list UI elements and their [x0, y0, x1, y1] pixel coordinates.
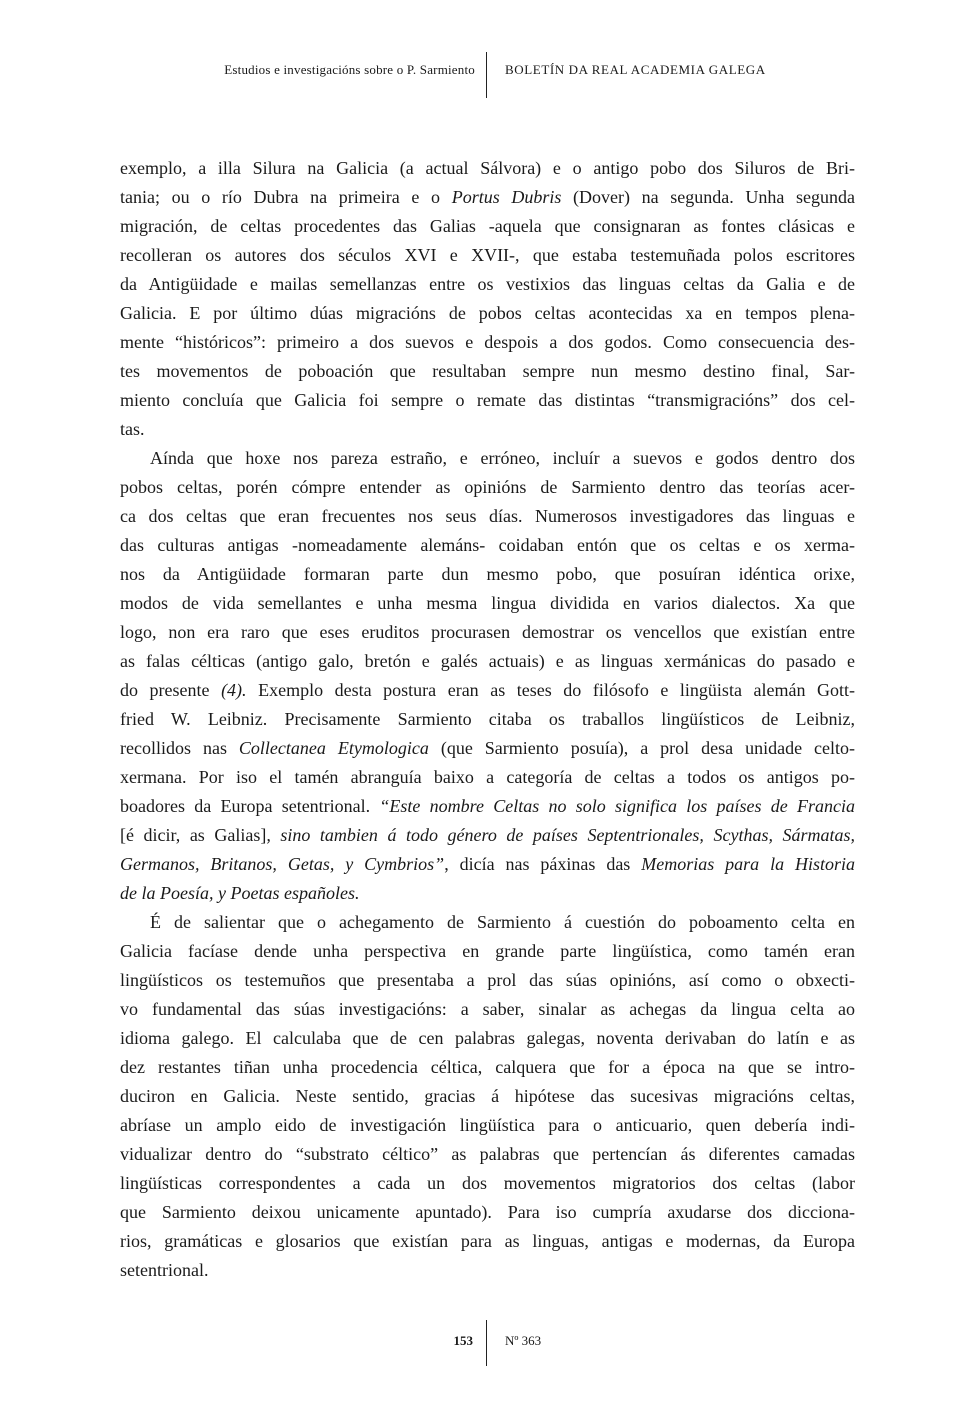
text-line: [120, 705, 855, 734]
text-run: tes movementos de poboación que resultaban sempre nun mesmo destino final, Sar-: [120, 361, 855, 381]
text-line: [120, 879, 855, 908]
text-run: Aínda que hoxe nos pareza estraño, e erróneo, incluír a suevos e godos dentro dos: [150, 448, 855, 468]
text-run: ca dos celtas que eran frecuentes nos seus días. Numerosos investigadores das linguas e: [120, 506, 855, 526]
text-run: vidualizar dentro do “substrato céltico” as palabras que pertencían ás diferentes camadas: [120, 1144, 855, 1164]
text-line: [120, 357, 855, 386]
text-run: as falas célticas (antigo galo, bretón e galés actuais) e as linguas xermánicas do pasado e: [120, 651, 855, 671]
text-line: [120, 241, 855, 270]
running-header-title: Estudios e investigacións sobre o P. Sarmiento: [224, 62, 475, 77]
text-line: [120, 154, 855, 183]
text-run: tania; ou o río Dubra na primeira e o: [120, 187, 452, 207]
paragraph: [120, 444, 855, 908]
text-line: [120, 1198, 855, 1227]
text-run: dez restantes tiñan unha procedencia céltica, calquera que for a época na que se intro-: [120, 1057, 855, 1077]
text-run: recolleran os autores dos séculos XVI e XVII-, que estaba testemuñada polos escritores: [120, 245, 855, 265]
italic-text: Memorias para la Historia: [641, 854, 855, 874]
text-line: [120, 1111, 855, 1140]
text-line: [120, 183, 855, 212]
text-line: [120, 299, 855, 328]
page-number: 153: [453, 1333, 473, 1348]
text-line: [120, 560, 855, 589]
text-run: que Sarmiento deixou unicamente apuntado). Para iso cumpría axudarse dos dicciona-: [120, 1202, 855, 1222]
text-run: da Antigüidade e mailas semellanzas entre os vestixios das linguas celtas da Galia e de: [120, 274, 855, 294]
text-run: mente “históricos”: primeiro a dos suevos e despois a dos godos. Como consecuencia des-: [120, 332, 855, 352]
text-run: É de salientar que o achegamento de Sarmiento á cuestión do poboamento celta en: [150, 912, 855, 932]
text-run: miento concluía que Galicia foi sempre o remate das distintas “transmigracións” dos cel-: [120, 390, 855, 410]
footer-divider: [486, 1320, 487, 1366]
text-run: Galicia. E por último dúas migracións de pobos celtas acontecidas xa en tempos plena-: [120, 303, 855, 323]
paragraph: [120, 908, 855, 1285]
text-line: [120, 212, 855, 241]
text-run: nos da Antigüidade formaran parte dun mesmo pobo, que posuíran idéntica orixe,: [120, 564, 855, 584]
header-divider: [486, 52, 487, 98]
text-run: migración, de celtas procedentes das Galias -aquela que consignaran as fontes clásicas e: [120, 216, 855, 236]
text-line: [120, 270, 855, 299]
text-run: logo, non era raro que eses eruditos procurasen demostrar os vencellos que existían entre: [120, 622, 855, 642]
text-line: [120, 1169, 855, 1198]
text-line: [120, 995, 855, 1024]
text-run: rios, gramáticas e glosarios que existían para as linguas, antigas e modernas, da Europa: [120, 1231, 855, 1251]
running-header-journal: BOLETÍN DA REAL ACADEMIA GALEGA: [505, 62, 766, 77]
text-run: vo fundamental das súas investigacións: a saber, sinalar as achegas da lingua celta ao: [120, 999, 855, 1019]
text-run: pobos celtas, porén cómpre entender as opinións de Sarmiento dentro das teorías acer-: [120, 477, 855, 497]
text-line: [120, 618, 855, 647]
text-run: exemplo, a illa Silura na Galicia (a actual Sálvora) e o antigo pobo dos Siluros de Bri-: [120, 158, 855, 178]
text-line: [120, 850, 855, 879]
text-line: [120, 821, 855, 850]
text-line: [120, 792, 855, 821]
text-run: lingüísticas correspondentes a cada un dos movementos migratorios dos celtas (labor: [120, 1173, 855, 1193]
italic-text: (4).: [221, 680, 247, 700]
text-run: (que Sarmiento posuía), a prol desa unidade celto-: [428, 738, 856, 758]
text-run: , dicía nas páxinas das: [444, 854, 642, 874]
text-line: [120, 734, 855, 763]
issue-number: Nº 363: [505, 1333, 542, 1348]
text-line: [120, 473, 855, 502]
text-line: [120, 647, 855, 676]
text-line: [120, 1024, 855, 1053]
text-line: [120, 676, 855, 705]
text-run: recollidos nas: [120, 738, 239, 758]
text-run: duciron en Galicia. Neste sentido, gracias á hipótese das sucesivas migracións celtas,: [120, 1086, 855, 1106]
text-run: do presente: [120, 680, 222, 700]
italic-text: de la Poesía, y Poetas españoles.: [120, 883, 360, 903]
text-run: abríase un amplo eido de investigación lingüística para o anticuario, quen debería indi-: [120, 1115, 855, 1135]
text-line: [120, 386, 855, 415]
text-run: (Dover) na segunda. Unha segunda: [561, 187, 856, 207]
text-line: [120, 531, 855, 560]
text-line: [120, 937, 855, 966]
text-line: [120, 589, 855, 618]
text-run: [é dicir, as Galias]: [120, 825, 267, 845]
text-line: [120, 1140, 855, 1169]
text-run: lingüísticos os testemuños que presentaba a prol das súas opinións, así como o obxecti-: [120, 970, 855, 990]
italic-text: Germanos, Britanos, Getas, y Cymbrios”: [120, 854, 445, 874]
text-run: das culturas antigas -nomeadamente alemáns- coidaban entón que os celtas e os xerma-: [120, 535, 855, 555]
text-line: [120, 1082, 855, 1111]
text-line: [120, 1256, 855, 1285]
text-line: [120, 1227, 855, 1256]
text-run: tas.: [120, 419, 145, 439]
text-line: [120, 415, 855, 444]
text-run: xermana. Por iso el tamén abranguía baixo a categoría de celtas a todos os antigos po-: [120, 767, 855, 787]
italic-text: Collectanea Etymologica: [238, 738, 429, 758]
text-run: fried W. Leibniz. Precisamente Sarmiento citaba os traballos lingüísticos de Leibniz,: [120, 709, 855, 729]
body-text: [120, 154, 855, 1285]
italic-text: Portus Dubris: [451, 187, 562, 207]
text-run: boadores da Europa setentrional.: [120, 796, 380, 816]
text-line: [120, 444, 855, 473]
italic-text: , sino tambien á todo género de países Septentrionales, Scythas, Sármatas,: [266, 825, 855, 845]
paragraph: [120, 154, 855, 444]
text-line: [120, 328, 855, 357]
text-line: [120, 908, 855, 937]
text-line: [120, 966, 855, 995]
text-line: [120, 1053, 855, 1082]
text-line: [120, 502, 855, 531]
text-run: setentrional.: [120, 1260, 209, 1280]
italic-text: “Este nombre Celtas no solo significa los países de Francia: [379, 796, 855, 816]
text-run: Exemplo desta postura eran as teses do filósofo e lingüista alemán Gott-: [246, 680, 855, 700]
text-line: [120, 763, 855, 792]
text-run: Galicia facíase dende unha perspectiva en grande parte lingüística, como tamén eran: [120, 941, 855, 961]
text-run: modos de vida semellantes e unha mesma lingua dividida en varios dialectos. Xa que: [120, 593, 855, 613]
text-run: idioma galego. El calculaba que de cen palabras galegas, noventa derivaban do latín e as: [120, 1028, 855, 1048]
